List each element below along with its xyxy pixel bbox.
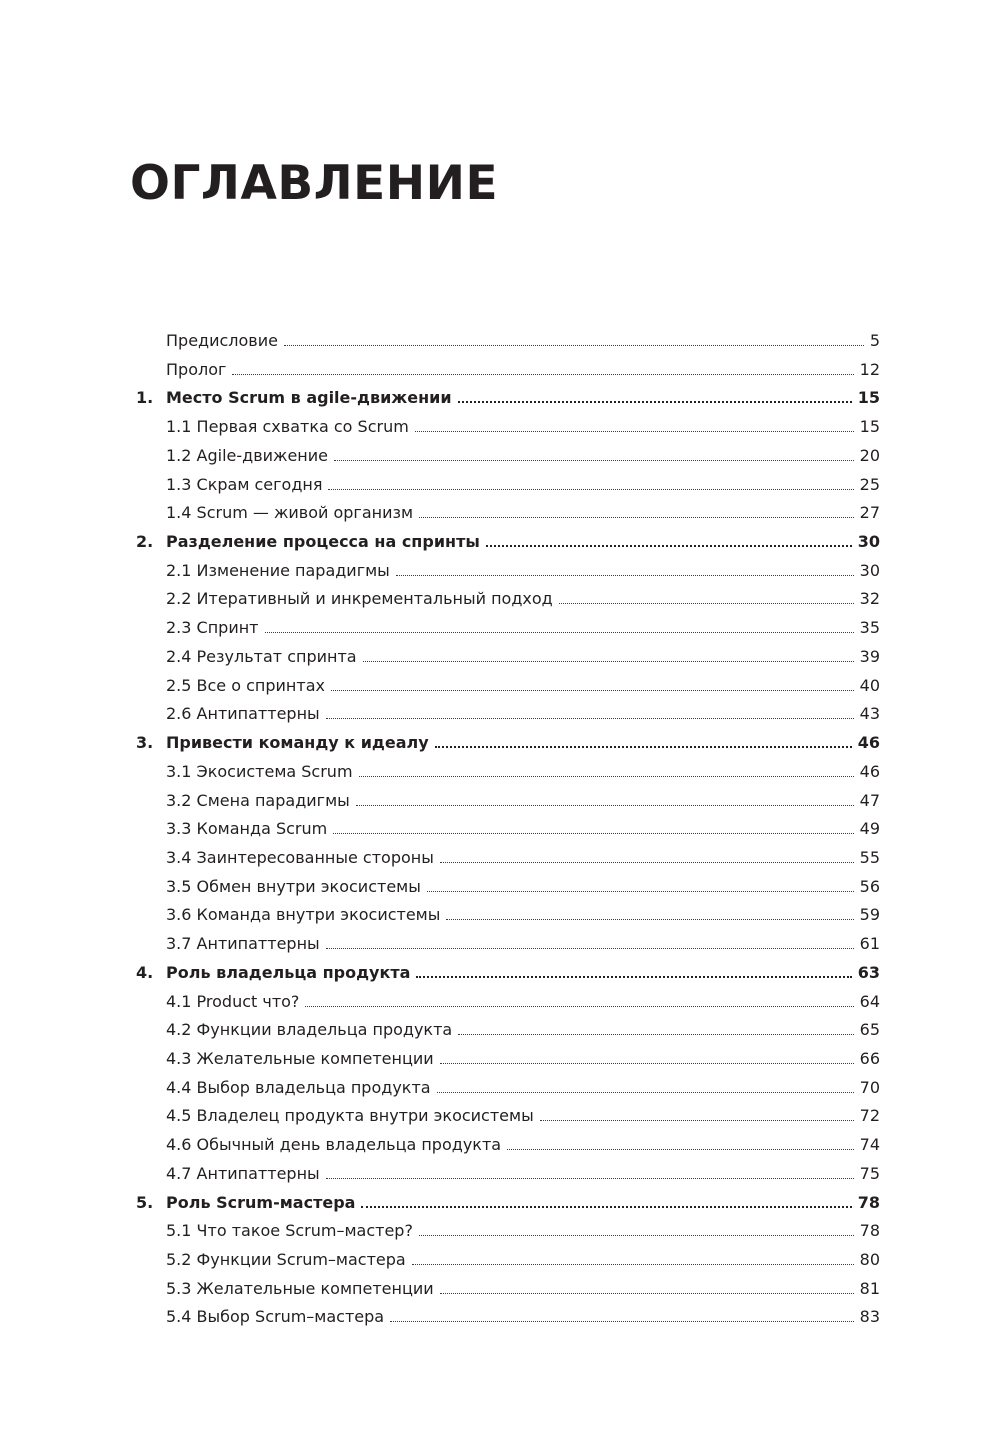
toc-entry-title: 4.1 Product что?	[166, 991, 300, 1011]
toc-page-number: 70	[859, 1077, 880, 1097]
toc-section-entry	[136, 643, 880, 672]
toc-page-number: 32	[859, 589, 880, 609]
toc-section-entry	[136, 442, 880, 471]
toc-page-number: 27	[859, 503, 880, 523]
toc-section-entry	[136, 471, 880, 500]
toc-entry-number: 1.	[136, 388, 154, 408]
toc-section-entry	[136, 844, 880, 873]
dot-leader	[396, 565, 854, 576]
toc-page-number: 49	[859, 819, 880, 839]
toc-entry-title: 3.7 Антипаттерны	[166, 934, 320, 954]
toc-section-entry	[136, 557, 880, 586]
dot-leader	[232, 364, 853, 375]
dot-leader	[328, 479, 853, 490]
toc-page-number: 5	[869, 331, 880, 350]
toc-section-entry	[136, 930, 880, 959]
toc-section-entry	[136, 758, 880, 787]
dot-leader	[284, 335, 864, 346]
dot-leader	[419, 507, 854, 518]
toc-entry-title: 3.3 Команда Scrum	[166, 819, 328, 839]
dot-leader	[540, 1110, 854, 1121]
toc-page-number: 63	[857, 962, 880, 982]
dot-leader	[435, 736, 852, 748]
toc-entry-title: 1.2 Agile-движение	[166, 445, 328, 465]
toc-page-number: 74	[859, 1135, 880, 1155]
toc-chapter-entry	[136, 959, 880, 988]
toc-page-number: 30	[859, 560, 880, 580]
toc-entry-title: Разделение процесса на спринты	[166, 532, 480, 552]
toc-section-entry	[136, 1016, 880, 1045]
toc-entry-title: 2.2 Итеративный и инкрементальный подход	[166, 589, 553, 609]
toc-page-number: 25	[859, 474, 880, 494]
toc-entry-title: 4.6 Обычный день владельца продукта	[166, 1135, 502, 1155]
toc-section-entry	[136, 356, 880, 385]
toc-entry-title: 4.5 Владелец продукта внутри экосистемы	[166, 1106, 534, 1126]
toc-entry-title: 2.4 Результат спринта	[166, 646, 357, 666]
dot-leader	[331, 680, 854, 691]
toc-page-number: 12	[859, 359, 880, 379]
toc-section-entry	[136, 988, 880, 1017]
dot-leader	[363, 651, 854, 662]
toc-section-entry	[136, 901, 880, 930]
dot-leader	[326, 938, 854, 949]
toc-entry-title: 4.7 Антипаттерны	[166, 1163, 320, 1183]
toc-page-number: 15	[859, 417, 880, 437]
toc-entry-title: Роль Scrum-мастера	[166, 1192, 356, 1212]
toc-entry-number: 3.	[136, 733, 154, 753]
dot-leader	[356, 795, 854, 806]
toc-entry-title: Предисловие	[166, 331, 278, 350]
toc-page-number: 59	[859, 905, 880, 925]
toc-page-number: 40	[859, 675, 880, 695]
toc-entry-title: 5.1 Что такое Scrum–мастер?	[166, 1221, 413, 1241]
toc-page-number: 46	[857, 733, 880, 753]
dot-leader	[390, 1311, 854, 1322]
toc-chapter-entry	[136, 384, 880, 413]
dot-leader	[446, 909, 853, 920]
toc-page-number: 72	[859, 1106, 880, 1126]
toc-page-number: 15	[857, 388, 880, 408]
toc-entry-number: 2.	[136, 532, 154, 552]
toc-page-number: 66	[859, 1048, 880, 1068]
dot-leader	[334, 450, 854, 461]
dot-leader	[440, 1053, 854, 1064]
dot-leader	[412, 1254, 854, 1265]
toc-section-entry	[136, 585, 880, 614]
toc-entry-title: 1.3 Скрам сегодня	[166, 474, 323, 494]
toc-section-entry	[136, 1102, 880, 1131]
toc-section-entry	[136, 700, 880, 729]
toc-page-number: 30	[857, 532, 880, 552]
toc-page-number: 35	[859, 618, 880, 638]
toc-section-entry	[136, 672, 880, 701]
toc-section-entry	[136, 1275, 880, 1304]
toc-entry-number: 4.	[136, 962, 154, 982]
dot-leader	[440, 1283, 854, 1294]
toc-entry-title: Роль владельца продукта	[166, 962, 411, 982]
toc-page-number: 56	[859, 876, 880, 896]
toc-page-number: 20	[859, 445, 880, 465]
toc-chapter-entry	[136, 1189, 880, 1218]
toc-entry-title: 3.1 Экосистема Scrum	[166, 761, 353, 781]
dot-leader	[359, 766, 854, 777]
toc-section-entry	[136, 499, 880, 528]
toc-entry-title: 3.6 Команда внутри экосистемы	[166, 905, 441, 925]
dot-leader	[361, 1196, 851, 1208]
toc-entry-title: 2.1 Изменение парадигмы	[166, 560, 390, 580]
toc-section-entry	[136, 787, 880, 816]
toc-page-number: 39	[859, 646, 880, 666]
toc-entry-title: Привести команду к идеалу	[166, 733, 429, 753]
dot-leader	[326, 1168, 854, 1179]
toc-entry-title: 3.5 Обмен внутри экосистемы	[166, 876, 421, 896]
dot-leader	[507, 1139, 854, 1150]
toc-section-entry	[136, 1303, 880, 1332]
toc-page-number: 83	[859, 1307, 880, 1327]
toc-section-entry	[136, 614, 880, 643]
toc-section-entry	[136, 413, 880, 442]
toc-entry-title: Пролог	[166, 359, 227, 379]
dot-leader	[440, 852, 854, 863]
toc-section-entry	[136, 1246, 880, 1275]
toc-page-number: 78	[857, 1192, 880, 1212]
toc-entry-title: 5.4 Выбор Scrum–мастера	[166, 1307, 385, 1327]
toc-entry-title: 1.1 Первая схватка со Scrum	[166, 417, 409, 437]
toc-section-entry	[136, 1074, 880, 1103]
toc-section-entry	[136, 327, 880, 356]
toc-entry-title: Место Scrum в agile-движении	[166, 388, 452, 408]
dot-leader	[486, 535, 852, 547]
toc-page-number: 75	[859, 1163, 880, 1183]
toc-entry-title: 2.6 Антипаттерны	[166, 704, 320, 724]
toc-page-number: 43	[859, 704, 880, 724]
toc-entry-title: 5.3 Желательные компетенции	[166, 1278, 434, 1298]
dot-leader	[427, 881, 854, 892]
dot-leader	[333, 823, 853, 834]
toc-page-number: 64	[859, 991, 880, 1011]
dot-leader	[458, 1024, 853, 1035]
toc-entry-title: 2.5 Все о спринтах	[166, 675, 325, 695]
toc-entry-title: 2.3 Спринт	[166, 618, 259, 638]
dot-leader	[305, 996, 853, 1007]
toc-section-entry	[136, 873, 880, 902]
toc-chapter-entry	[136, 729, 880, 758]
toc-entry-title: 5.2 Функции Scrum–мастера	[166, 1250, 406, 1269]
dot-leader	[326, 708, 854, 719]
dot-leader	[415, 421, 854, 432]
toc-chapter-entry	[136, 528, 880, 557]
toc-section-entry	[136, 1217, 880, 1246]
toc-page-number: 47	[859, 790, 880, 810]
toc-entry-title: 3.2 Смена парадигмы	[166, 790, 350, 810]
toc-entry-number: 5.	[136, 1192, 154, 1212]
toc-page-number: 80	[859, 1250, 880, 1269]
dot-leader	[419, 1225, 854, 1236]
toc-entry-title: 4.3 Желательные компетенции	[166, 1048, 434, 1068]
toc-section-entry	[136, 1045, 880, 1074]
dot-leader	[559, 593, 854, 604]
dot-leader	[458, 391, 852, 403]
toc-entry-title: 1.4 Scrum — живой организм	[166, 503, 414, 523]
toc-page-number: 78	[859, 1221, 880, 1241]
toc-section-entry	[136, 1160, 880, 1189]
toc-entry-title: 3.4 Заинтересованные стороны	[166, 847, 434, 867]
toc-page-number: 81	[859, 1278, 880, 1298]
toc-page-number: 61	[859, 934, 880, 954]
toc-page-number: 65	[859, 1020, 880, 1040]
toc-section-entry	[136, 1131, 880, 1160]
toc-entry-title: 4.4 Выбор владельца продукта	[166, 1077, 431, 1097]
dot-leader	[437, 1082, 854, 1093]
toc-page-number: 55	[859, 847, 880, 867]
toc-entry-title: 4.2 Функции владельца продукта	[166, 1020, 453, 1040]
toc-page-number: 46	[859, 761, 880, 781]
toc-section-entry	[136, 815, 880, 844]
dot-leader	[265, 622, 854, 633]
table-of-contents	[136, 327, 880, 1332]
dot-leader	[416, 966, 851, 978]
page-title: ОГЛАВЛЕНИЕ	[130, 156, 499, 211]
